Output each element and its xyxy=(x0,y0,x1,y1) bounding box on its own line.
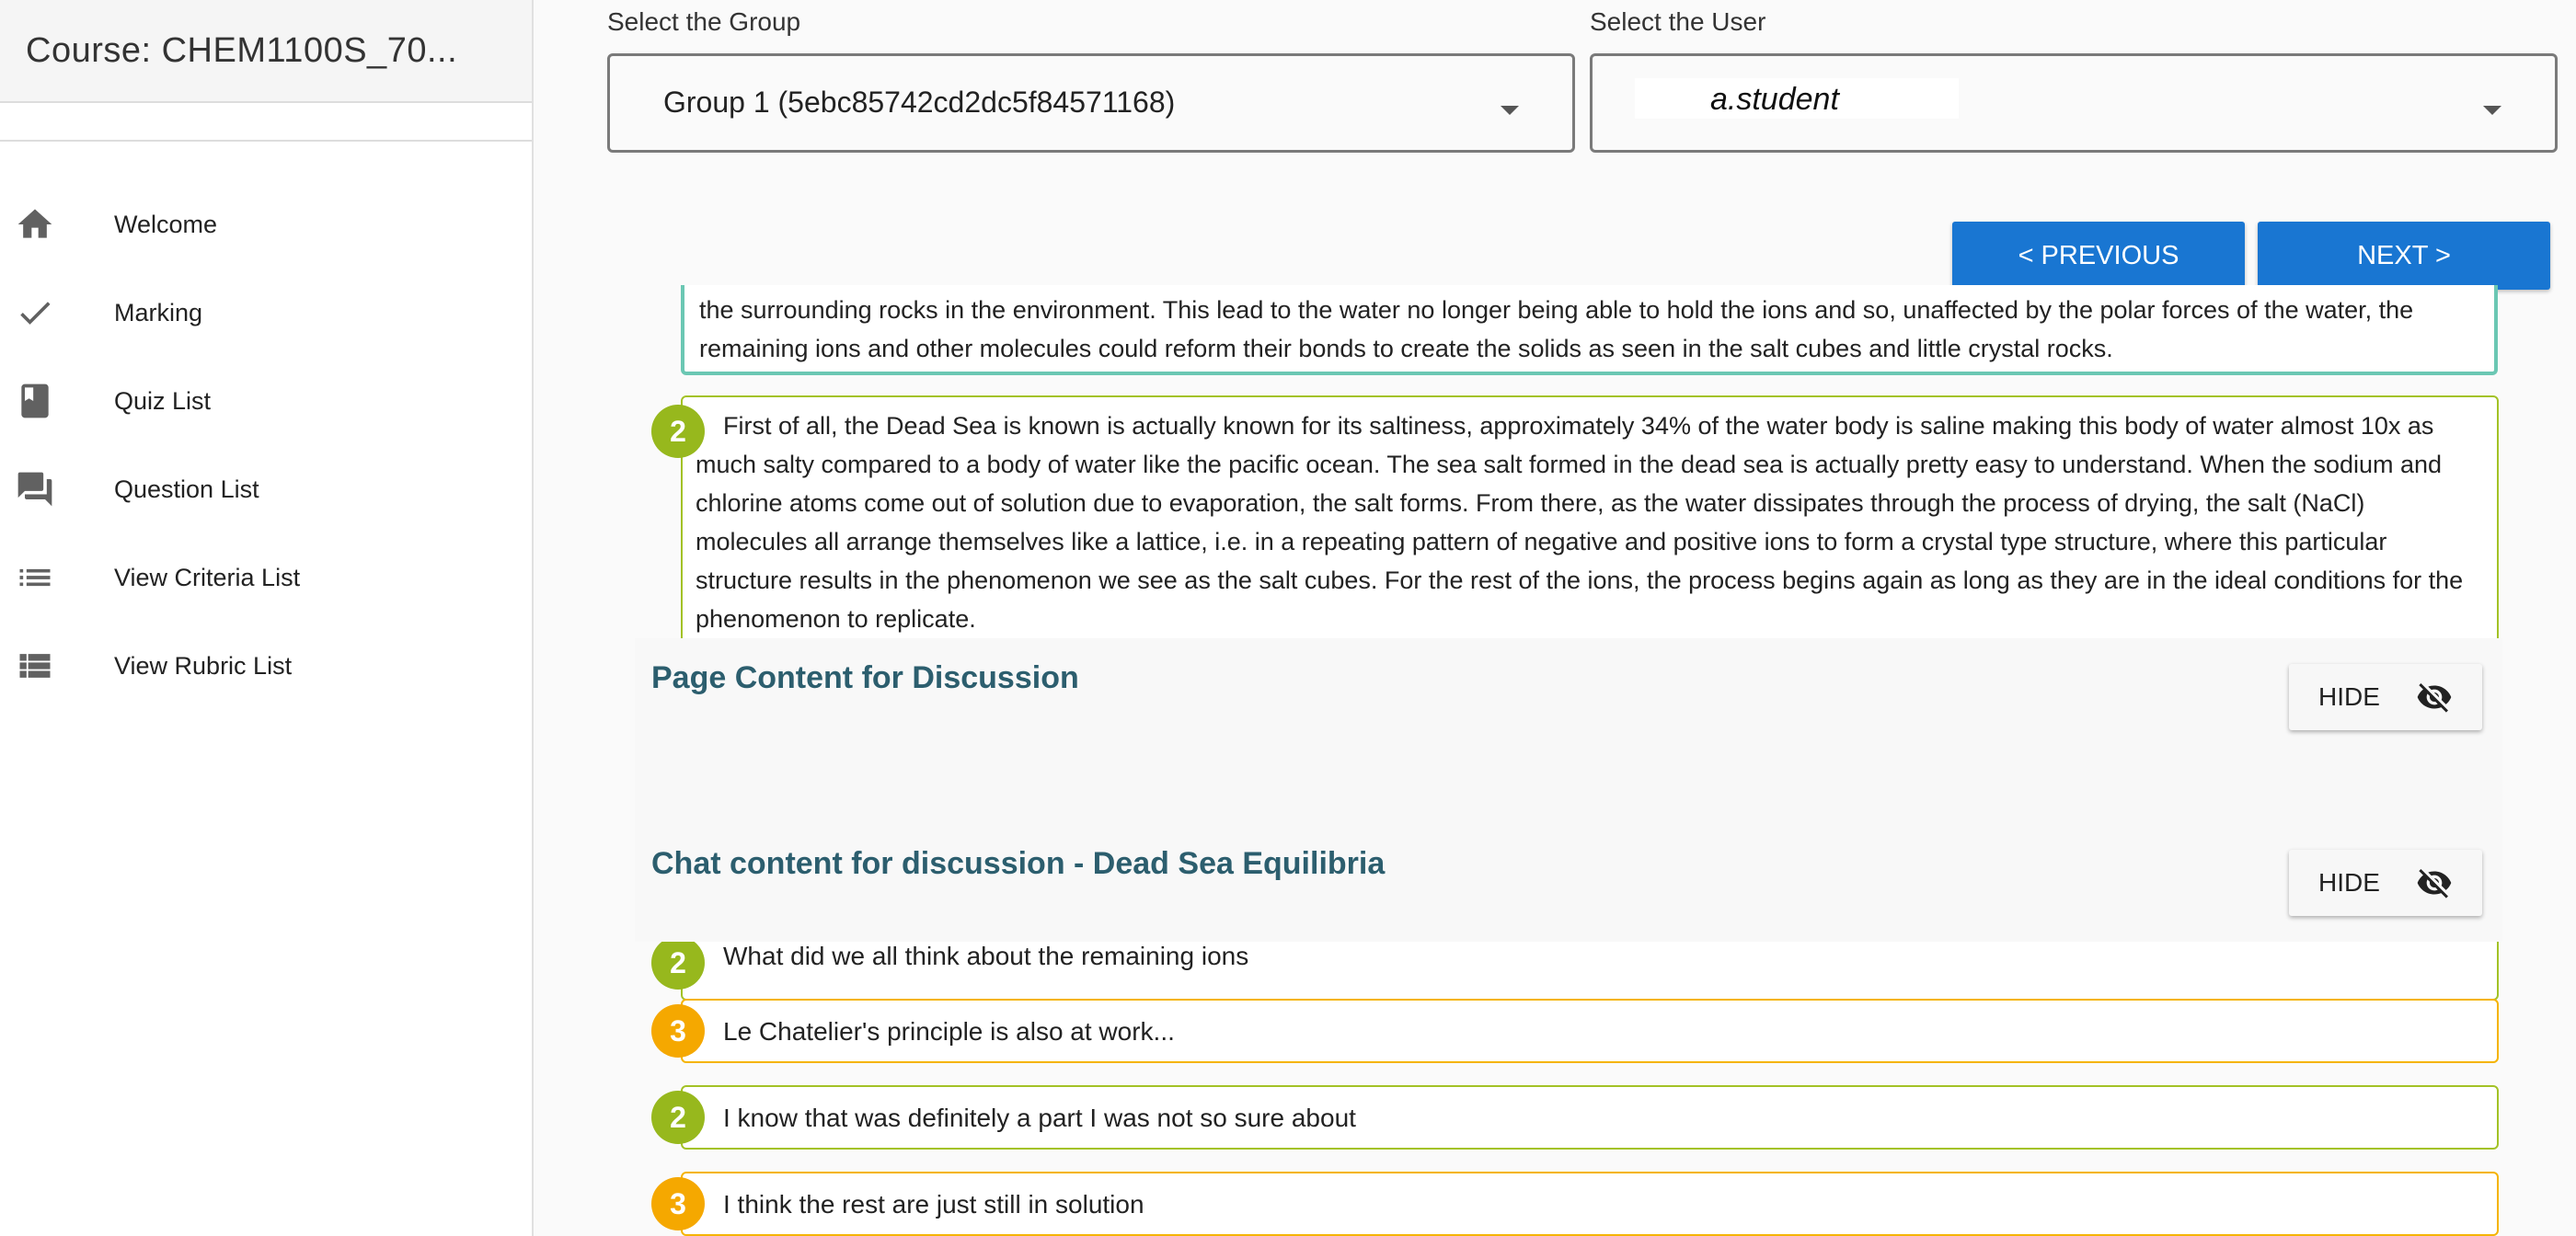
sidebar-item-rubric-list[interactable] xyxy=(0,622,532,710)
chat-message xyxy=(681,1172,2499,1236)
chat-message-text: What did we all think about the remaining ions xyxy=(723,942,1249,970)
post-card xyxy=(681,285,2498,375)
home-icon xyxy=(15,204,55,245)
group-select[interactable] xyxy=(607,53,1575,153)
author-badge: 3 xyxy=(651,1004,705,1058)
posts-panel[interactable] xyxy=(635,285,2502,638)
sidebar-item-label: Quiz List xyxy=(114,386,212,415)
sidebar-item-criteria-list[interactable] xyxy=(0,533,532,622)
post-text: First of all, the Dead Sea is known is actually known for its saltiness, approximately 34% of the water body is saline making this body of water almost 10x as much salty compared to a body of water like the pacific ocean. The sea salt formed in the dead sea is actually pretty easy to understand. When the sodium and chlorine atoms come out of solution due to evaporation, the salt forms. From there, as the water dissipates through the process of drying, the salt (NaCl) molecules all arrange themselves like a lattice, i.e. in a repeating pattern of negative and positive ions to form a crystal type structure, where this particular structure results in the phenomenon we see as the salt cubes. For the rest of the ions, the process begins again as long as they are in the ideal conditions for the phenomenon to replicate. xyxy=(696,412,2464,633)
next-button[interactable]: NEXT > xyxy=(2258,222,2550,290)
course-title: Course: CHEM1100S_70... xyxy=(26,30,458,70)
sidebar-item-label: View Criteria List xyxy=(114,563,301,591)
course-header xyxy=(0,0,532,103)
list-icon xyxy=(15,557,55,598)
user-select[interactable] xyxy=(1590,53,2558,153)
hide-label: HIDE xyxy=(2318,682,2380,711)
sidebar-divider xyxy=(0,140,532,142)
sidebar-item-question-list[interactable] xyxy=(0,445,532,533)
hide-label: HIDE xyxy=(2318,868,2380,897)
sidebar-nav xyxy=(0,180,532,710)
author-badge: 2 xyxy=(651,1091,705,1144)
user-select-value-box xyxy=(1635,78,1959,119)
forum-icon xyxy=(15,469,55,509)
sidebar-item-label: Welcome xyxy=(114,210,218,238)
sidebar xyxy=(0,0,534,1236)
author-badge: 2 xyxy=(651,405,705,458)
sidebar-item-marking[interactable] xyxy=(0,269,532,357)
chat-message-text: I think the rest are just still in solution xyxy=(723,1190,1144,1219)
chat-message-text: I know that was definitely a part I was not so sure about xyxy=(723,1104,1356,1132)
author-badge: 3 xyxy=(651,1177,705,1230)
view-list-icon xyxy=(15,646,55,686)
chevron-down-icon xyxy=(2483,106,2501,115)
chat-message xyxy=(681,942,2499,1001)
post-text: the surrounding rocks in the environment. This lead to the water no longer being able to hold the ions and so, unaffected by the polar forces of the water, the remaining ions and other molecules could reform their bonds to create the solids as seen in the salt cubes and little crystal rocks. xyxy=(699,296,2414,362)
check-icon xyxy=(15,292,55,333)
hide-chat-button[interactable] xyxy=(2289,850,2482,916)
chat-section-title: Chat content for discussion - Dead Sea Equilibria xyxy=(651,846,1386,881)
hide-page-content-button[interactable] xyxy=(2289,664,2482,730)
sidebar-item-label: View Rubric List xyxy=(114,651,293,680)
chevron-down-icon xyxy=(1501,106,1519,115)
group-select-value: Group 1 (5ebc85742cd2dc5f84571168) xyxy=(663,86,1176,119)
previous-button[interactable]: < PREVIOUS xyxy=(1952,222,2245,290)
page-content-section xyxy=(635,638,2502,822)
sidebar-item-label: Marking xyxy=(114,298,203,326)
eye-off-icon xyxy=(2414,679,2455,715)
sidebar-item-quiz-list[interactable] xyxy=(0,357,532,445)
author-badge: 2 xyxy=(651,942,705,990)
chat-message-text: Le Chatelier's principle is also at work... xyxy=(723,1017,1175,1046)
chat-section xyxy=(635,822,2502,942)
user-select-label: Select the User xyxy=(1590,7,1766,36)
chat-list[interactable] xyxy=(635,942,2502,1236)
book-icon xyxy=(15,381,55,421)
sidebar-item-welcome[interactable] xyxy=(0,180,532,269)
chat-message xyxy=(681,1085,2499,1150)
eye-off-icon xyxy=(2414,864,2455,901)
user-select-value: a.student xyxy=(1710,82,1839,117)
group-select-label: Select the Group xyxy=(607,7,801,36)
chat-message xyxy=(681,999,2499,1063)
sidebar-item-label: Question List xyxy=(114,475,259,503)
post-card xyxy=(681,395,2499,638)
page-content-title: Page Content for Discussion xyxy=(651,660,1079,695)
